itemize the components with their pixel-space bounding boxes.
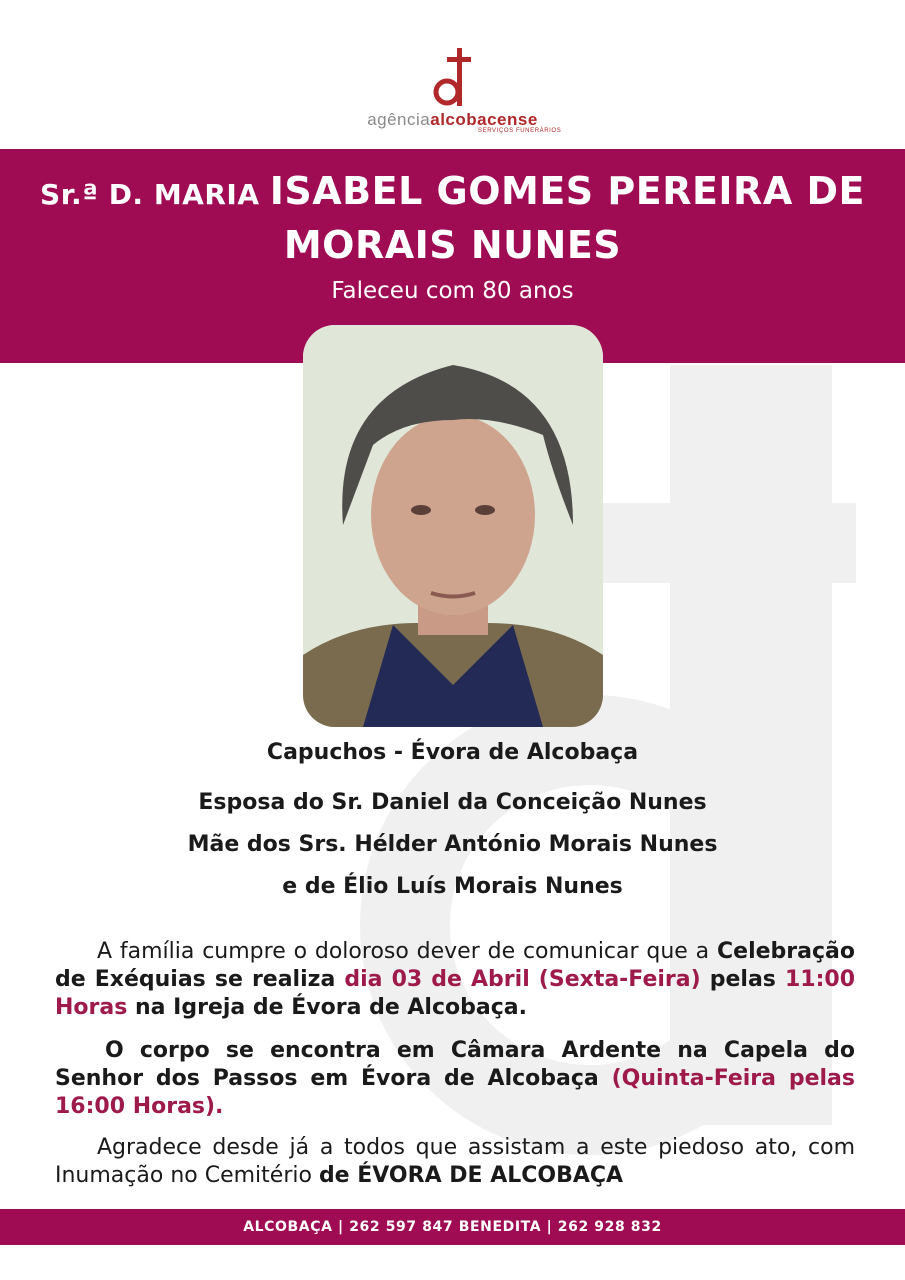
- logo-text-light: agência: [367, 110, 431, 129]
- ceremony-paragraph: [55, 938, 855, 1022]
- cemetery-name: de ÉVORA DE ALCOBAÇA: [318, 1163, 624, 1188]
- wake-time: (Quinta-Feira pelas 16:00 Horas).: [55, 1066, 855, 1119]
- spouse-line: Esposa do Sr. Daniel da Conceição Nunes: [198, 790, 707, 815]
- ceremony-place: na Igreja de Évora de Alcobaça.: [127, 995, 527, 1020]
- thanks-text: Agradece desde já a todos que assistam a este piedoso ato, com Inumação no Cemitério: [55, 1135, 855, 1188]
- wake-paragraph: [55, 1037, 855, 1121]
- children-line-2: e de Élio Luís Morais Nunes: [282, 874, 623, 899]
- logo-wordmark: [0, 110, 905, 130]
- ceremony-date: dia 03 de Abril (Sexta-Feira): [344, 967, 701, 992]
- age-subtitle: Faleceu com 80 anos: [331, 278, 574, 304]
- name-line-2: MORAIS NUNES: [283, 223, 622, 267]
- contact-footer: ALCOBAÇA | 262 597 847 BENEDITA | 262 928 832: [0, 1209, 905, 1245]
- cross-d-logo-icon: [423, 48, 483, 110]
- ceremony-text-pelas: pelas: [700, 967, 785, 992]
- logo: [0, 48, 905, 130]
- location-line: Capuchos - Évora de Alcobaça: [266, 740, 639, 765]
- deceased-name: [0, 166, 905, 270]
- logo-subtitle: SERVIÇOS FUNERÁRIOS: [478, 128, 562, 134]
- ceremony-text-bold: Celebração de Exéquias se realiza: [55, 939, 855, 992]
- portrait-photo: [303, 325, 603, 727]
- thanks-paragraph: [55, 1134, 855, 1190]
- name-prefix: Sr.ª D. MARIA: [40, 178, 270, 211]
- logo-text-bold: alcobacense: [430, 110, 538, 129]
- ceremony-time: 11:00 Horas: [55, 967, 856, 1020]
- children-line-1: Mãe dos Srs. Hélder António Morais Nunes: [187, 832, 718, 857]
- name-line-1: ISABEL GOMES PEREIRA DE: [269, 169, 865, 213]
- portrait-illustration: [303, 325, 603, 727]
- wake-text: O corpo se encontra em Câmara Ardente na Capela do Senhor dos Passos em Évora de Alcobaça: [55, 1038, 855, 1091]
- ceremony-text-intro: A família cumpre o doloroso dever de comunicar que a: [97, 939, 718, 964]
